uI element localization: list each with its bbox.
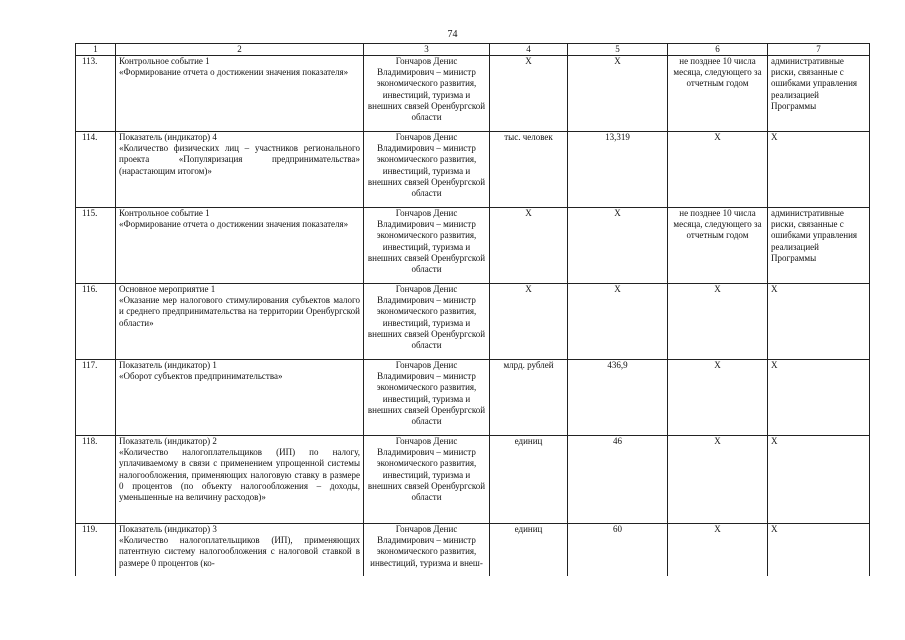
deadline-cell: X — [668, 132, 768, 208]
table-body — [76, 56, 870, 576]
unit-cell: единиц — [490, 524, 568, 576]
responsible-cell: Гончаров Денис Владимирович – министр экономического развития, инвестиций, туризма и внешних связей Оренбургской области — [364, 436, 490, 524]
deadline-cell: не позднее 10 числа месяца, следующего за отчетным годом — [668, 208, 768, 284]
risk-cell: X — [768, 524, 870, 576]
page-number: 74 — [447, 29, 458, 40]
row-number-cell: 113. — [76, 56, 116, 132]
deadline-cell: X — [668, 524, 768, 576]
value-cell: 436,9 — [568, 360, 668, 436]
responsible-cell: Гончаров Денис Владимирович – министр экономического развития, инвестиций, туризма и внешних связей Оренбургской области — [364, 360, 490, 436]
row-description: «Оказание мер налогового стимулирования субъектов малого и среднего предпринимательства на территории Оренбургской области» — [119, 295, 360, 328]
value-cell: 13,319 — [568, 132, 668, 208]
column-header: 5 — [568, 44, 668, 56]
deadline-cell: X — [668, 284, 768, 360]
table-row — [76, 56, 870, 132]
column-header: 4 — [490, 44, 568, 56]
unit-cell: тыс. человек — [490, 132, 568, 208]
table-header — [76, 44, 870, 56]
description-cell — [116, 284, 364, 360]
unit-cell: X — [490, 284, 568, 360]
value-cell: 60 — [568, 524, 668, 576]
responsible-cell: Гончаров Денис Владимирович – министр экономического развития, инвестиций, туризма и внешних связей Оренбургской области — [364, 284, 490, 360]
row-title: Контрольное событие 1 — [119, 56, 210, 66]
row-description: «Оборот субъектов предпринимательства» — [119, 371, 283, 382]
value-cell: X — [568, 284, 668, 360]
risk-cell: X — [768, 284, 870, 360]
deadline-cell: X — [668, 360, 768, 436]
risk-cell: административные риски, связанные с ошибками управления реализацией Программы — [768, 208, 870, 284]
value-cell: 46 — [568, 436, 668, 524]
risk-cell: X — [768, 436, 870, 524]
risk-cell: X — [768, 132, 870, 208]
table-row — [76, 208, 870, 284]
unit-cell: X — [490, 56, 568, 132]
program-table — [75, 43, 870, 576]
row-number-cell: 114. — [76, 132, 116, 208]
deadline-cell: X — [668, 436, 768, 524]
description-cell — [116, 360, 364, 436]
row-description: «Количество налогоплательщиков (ИП) по налогу, уплачиваемому в связи с применением упрощенной системы налогообложения, применяющих налоговую ставку в размере 0 процентов (по объекту налогообложения – доходы, уменьшенные на величину расходов)» — [119, 447, 360, 503]
risk-cell: административные риски, связанные с ошибками управления реализацией Программы — [768, 56, 870, 132]
row-title: Показатель (индикатор) 4 — [119, 132, 217, 142]
column-header: 1 — [76, 44, 116, 56]
row-title: Показатель (индикатор) 3 — [119, 524, 217, 534]
description-cell — [116, 56, 364, 132]
row-title: Контрольное событие 1 — [119, 208, 210, 218]
row-description: «Формирование отчета о достижении значения показателя» — [119, 219, 349, 230]
row-number-cell: 119. — [76, 524, 116, 576]
value-cell: X — [568, 56, 668, 132]
table-row — [76, 360, 870, 436]
row-number-cell: 115. — [76, 208, 116, 284]
row-number-cell: 117. — [76, 360, 116, 436]
responsible-cell: Гончаров Денис Владимирович – министр экономического развития, инвестиций, туризма и внеш- — [364, 524, 490, 576]
unit-cell: X — [490, 208, 568, 284]
row-title: Показатель (индикатор) 1 — [119, 360, 217, 370]
row-description: «Формирование отчета о достижении значения показателя» — [119, 67, 349, 78]
row-title: Показатель (индикатор) 2 — [119, 436, 217, 446]
description-cell — [116, 208, 364, 284]
unit-cell: млрд. рублей — [490, 360, 568, 436]
responsible-cell: Гончаров Денис Владимирович – министр экономического развития, инвестиций, туризма и внешних связей Оренбургской области — [364, 56, 490, 132]
responsible-cell: Гончаров Денис Владимирович – министр экономического развития, инвестиций, туризма и внешних связей Оренбургской области — [364, 132, 490, 208]
row-number-cell: 118. — [76, 436, 116, 524]
row-number-cell: 116. — [76, 284, 116, 360]
deadline-cell: не позднее 10 числа месяца, следующего за отчетным годом — [668, 56, 768, 132]
column-header: 6 — [668, 44, 768, 56]
column-header: 2 — [116, 44, 364, 56]
table-row — [76, 284, 870, 360]
description-cell — [116, 524, 364, 576]
row-title: Основное мероприятие 1 — [119, 284, 216, 294]
description-cell — [116, 436, 364, 524]
column-header: 3 — [364, 44, 490, 56]
description-cell — [116, 132, 364, 208]
table-row — [76, 524, 870, 576]
column-header: 7 — [768, 44, 870, 56]
risk-cell: X — [768, 360, 870, 436]
table-row — [76, 132, 870, 208]
responsible-cell: Гончаров Денис Владимирович – министр экономического развития, инвестиций, туризма и внешних связей Оренбургской области — [364, 208, 490, 284]
value-cell: X — [568, 208, 668, 284]
unit-cell: единиц — [490, 436, 568, 524]
table-row — [76, 436, 870, 524]
row-description: «Количество физических лиц – участников регионального проекта «Популяризация предпринимательства» (нарастающим итогом)» — [119, 143, 360, 176]
row-description: «Количество налогоплательщиков (ИП), применяющих патентную систему налогообложения с налоговой ставкой в размере 0 процентов (ко- — [119, 535, 360, 568]
